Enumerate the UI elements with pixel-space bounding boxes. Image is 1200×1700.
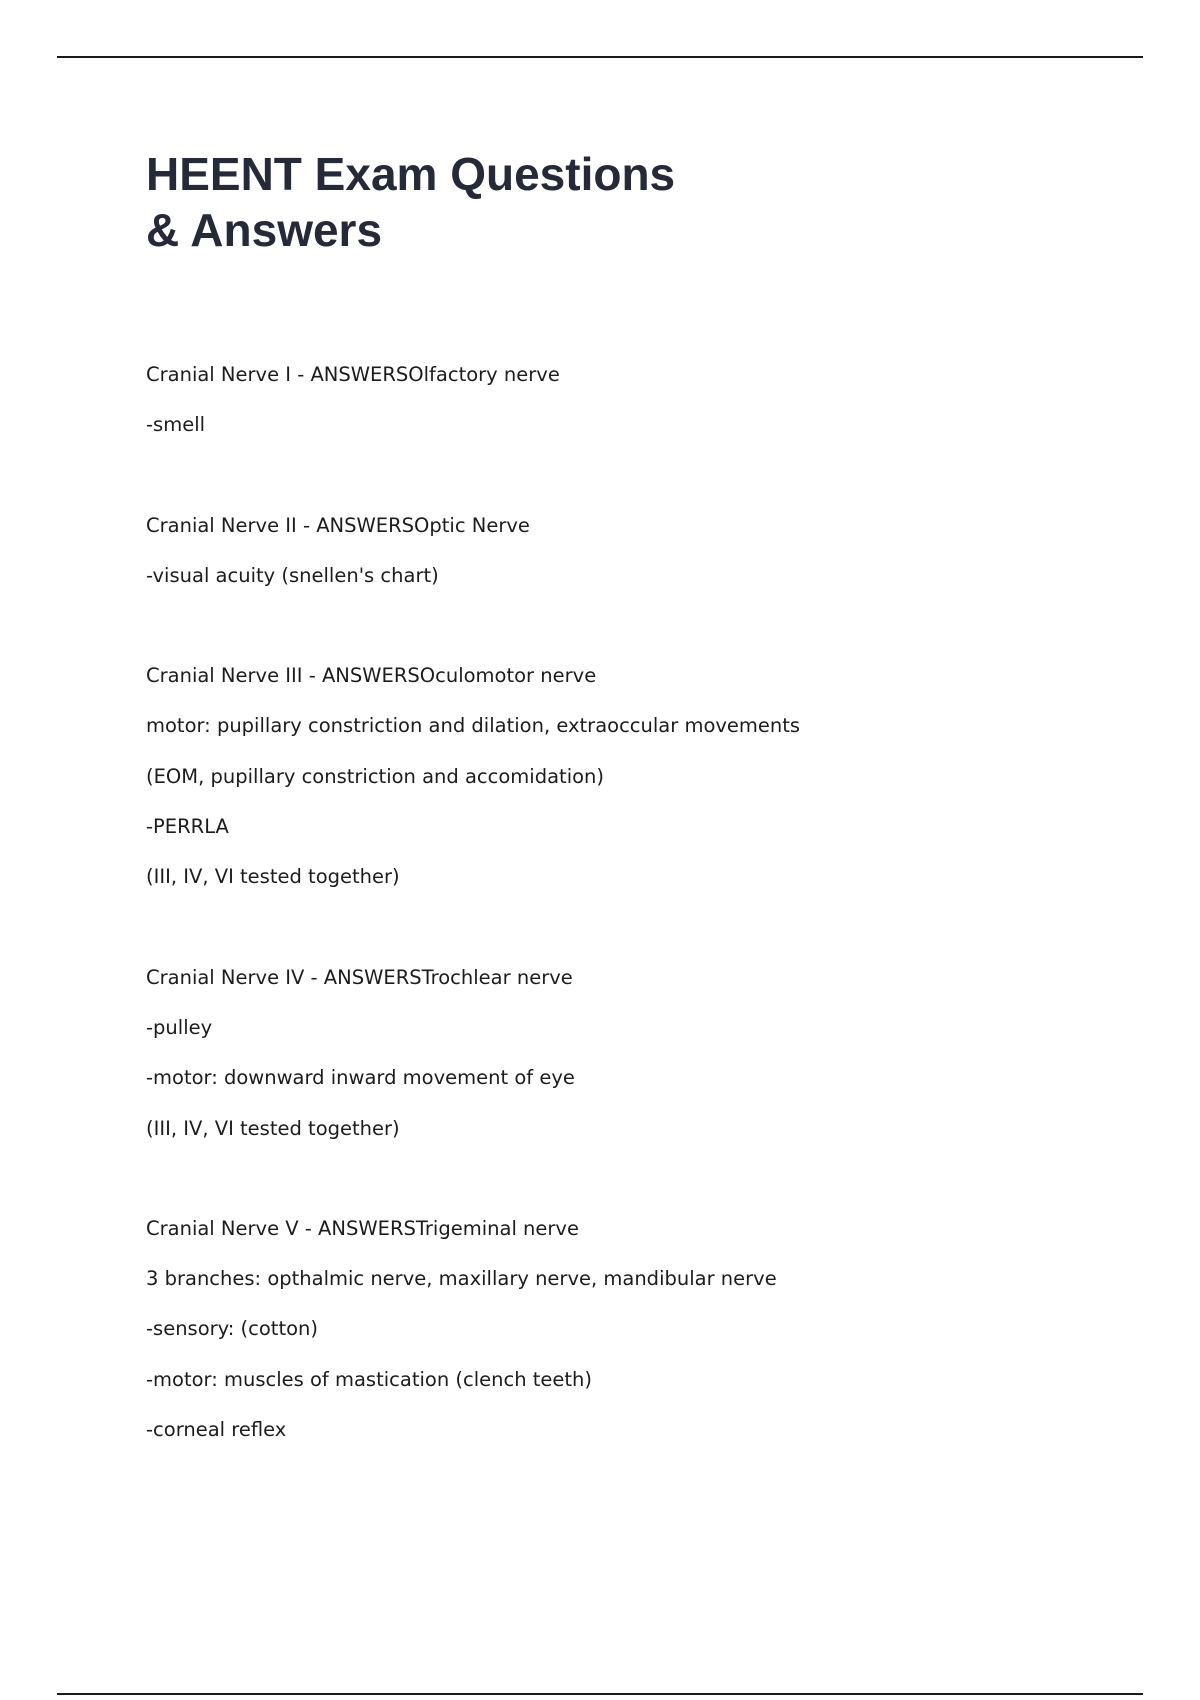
answer-detail: -motor: downward inward movement of eye <box>146 1066 575 1090</box>
question: Cranial Nerve II - ANSWERSOptic Nerve <box>146 513 530 537</box>
answer-detail: -corneal reflex <box>146 1418 287 1442</box>
answer-detail: 3 branches: opthalmic nerve, maxillary nerve, mandibular nerve <box>146 1267 777 1291</box>
top-rule <box>57 56 1143 58</box>
title-line-2: & Answers <box>146 204 383 256</box>
question: Cranial Nerve I - ANSWERSOlfactory nerve <box>146 363 560 386</box>
answer-detail: -motor: muscles of mastication (clench teeth) <box>146 1367 593 1391</box>
answer-detail: -visual acuity (snellen's chart) <box>146 563 439 587</box>
answer-detail: (III, IV, VI tested together) <box>146 865 400 889</box>
document-body <box>146 146 1106 1505</box>
bottom-rule <box>57 1693 1143 1695</box>
qa-entry-cranial-nerve-1 <box>146 350 1106 451</box>
answer-detail: -pulley <box>146 1015 213 1039</box>
qa-entry-cranial-nerve-4 <box>146 953 1106 1154</box>
title-line-1: HEENT Exam Questions <box>146 148 676 200</box>
answer-detail: (III, IV, VI tested together) <box>146 1116 400 1140</box>
qa-entry-cranial-nerve-3 <box>146 651 1106 902</box>
answer-detail: (EOM, pupillary constriction and accomidation) <box>146 764 605 788</box>
question: Cranial Nerve V - ANSWERSTrigeminal nerve <box>146 1216 579 1240</box>
qa-list <box>146 350 1106 1455</box>
question: Cranial Nerve IV - ANSWERSTrochlear nerve <box>146 965 573 989</box>
answer-detail: -smell <box>146 413 206 437</box>
answer-detail: motor: pupillary constriction and dilation, extraoccular movements <box>146 714 801 738</box>
answer-detail: -PERRLA <box>146 815 229 839</box>
document-title <box>146 146 1106 258</box>
qa-entry-cranial-nerve-5 <box>146 1204 1106 1455</box>
question: Cranial Nerve III - ANSWERSOculomotor nerve <box>146 664 597 688</box>
answer-detail: -sensory: (cotton) <box>146 1317 318 1341</box>
qa-entry-cranial-nerve-2 <box>146 501 1106 602</box>
